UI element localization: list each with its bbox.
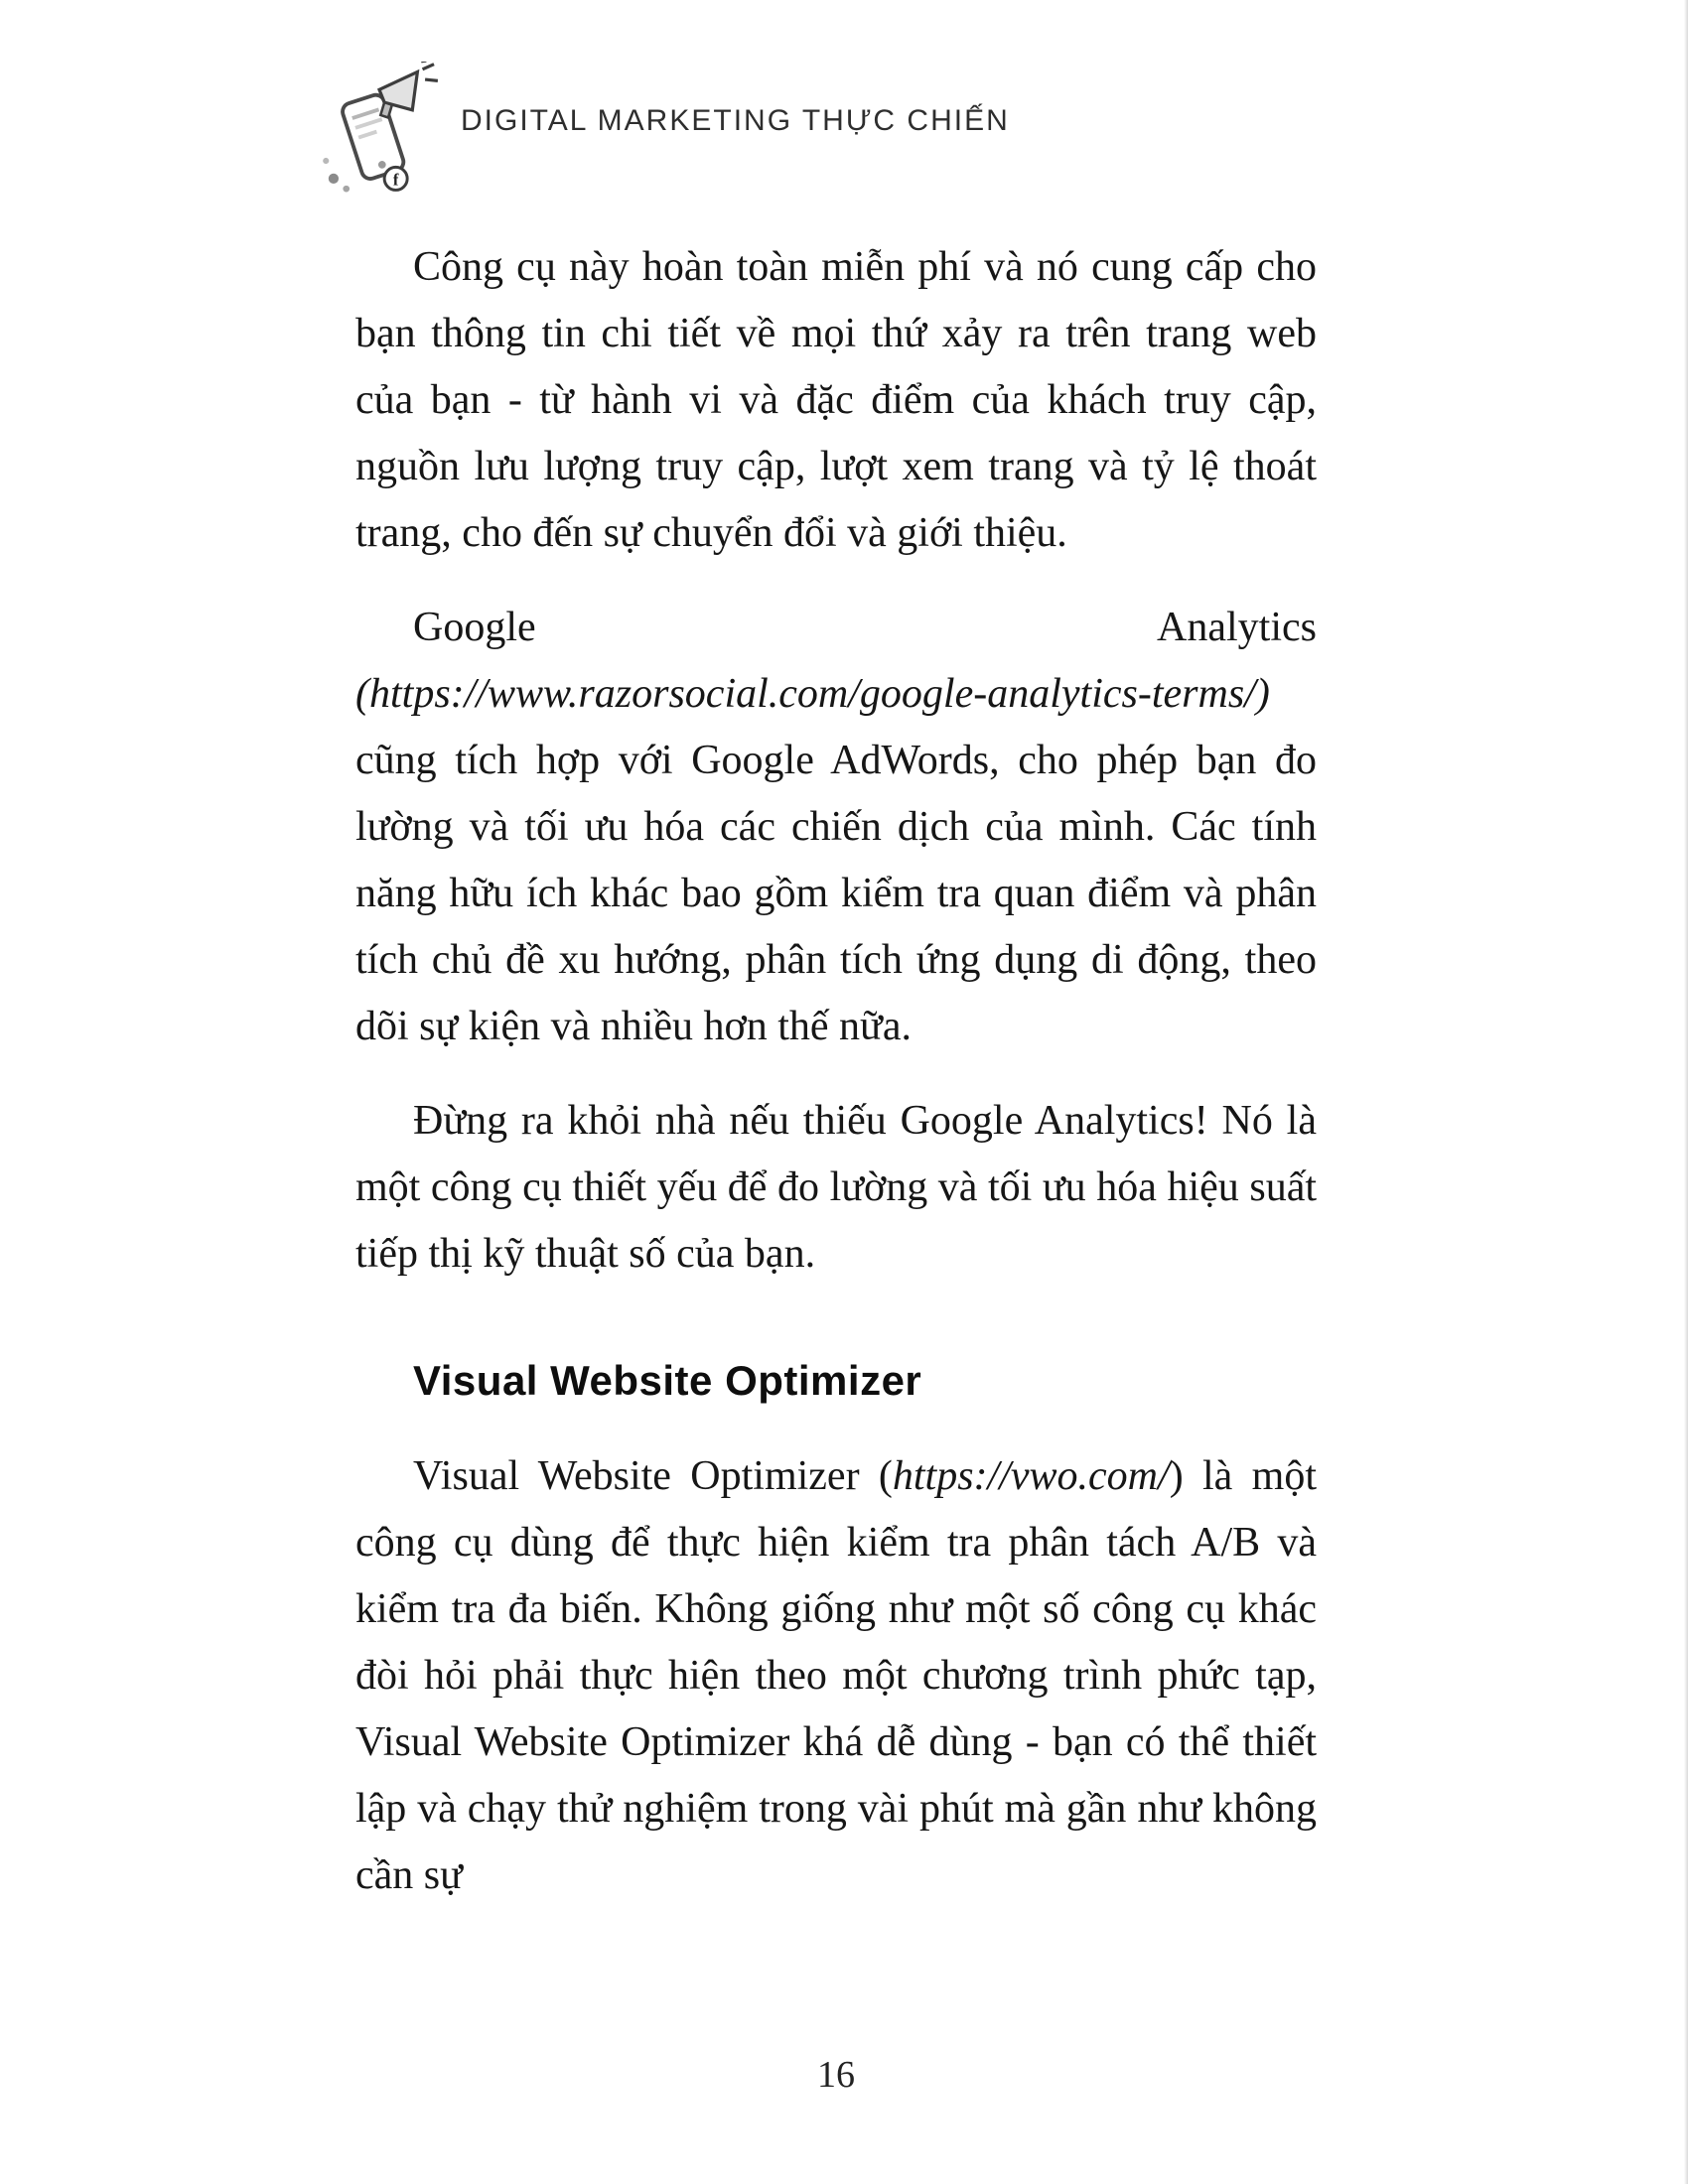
link-url-razorsocial: (https://www.razorsocial.com/google-analytics-terms/) [355,671,1270,717]
section-heading: Visual Website Optimizer [413,1357,922,1404]
paragraph-2 [355,595,1317,1060]
paragraph-1: Công cụ này hoàn toàn miễn phí và nó cung cấp cho bạn thông tin chi tiết về mọi thứ xảy ra trên trang web của bạn - từ hành vi và đặc điểm của khách truy cập, nguồn lưu lượng truy cập, lượt xem trang và tỷ lệ thoát trang, cho đến sự chuyển đổi và giới thiệu. [355,244,1317,556]
svg-text:f: f [392,170,399,190]
running-head: DIGITAL MARKETING THỰC CHIẾN [461,104,1010,137]
paragraph-4-text-pre: Visual Website Optimizer ( [413,1453,893,1499]
megaphone-smartphone-icon [316,62,443,197]
paragraph-2-text-pre: Google Analytics [413,605,1317,650]
page-number: 16 [817,2054,855,2096]
paragraph-4-text-post: ) là một công cụ dùng để thực hiện kiểm tra phân tách A/B và kiểm tra đa biến. Không giống như một số công cụ khác đòi hỏi phải thực hiện theo một chương trình phức tạp, Visual Website Optimizer khá dễ dùng - bạn có thể thiết lập và chạy thử nghiệm trong vài phút mà gần như không cần sự [355,1453,1317,1898]
paragraph-4 [355,1443,1317,1909]
link-url-vwo: https://vwo.com/ [892,1453,1170,1499]
paragraph-2-text-post: cũng tích hợp với Google AdWords, cho phép bạn đo lường và tối ưu hóa các chiến dịch của mình. Các tính năng hữu ích khác bao gồm kiểm tra quan điểm và phân tích chủ đề xu hướng, phân tích ứng dụng di động, theo dõi sự kiện và nhiều hơn thế nữa. [355,738,1317,1049]
page-header [316,62,1010,197]
paragraph-3: Đừng ra khỏi nhà nếu thiếu Google Analytics! Nó là một công cụ thiết yếu để đo lường và tối ưu hóa hiệu suất tiếp thị kỹ thuật số của bạn. [355,1098,1317,1277]
page-content [355,234,1317,1937]
